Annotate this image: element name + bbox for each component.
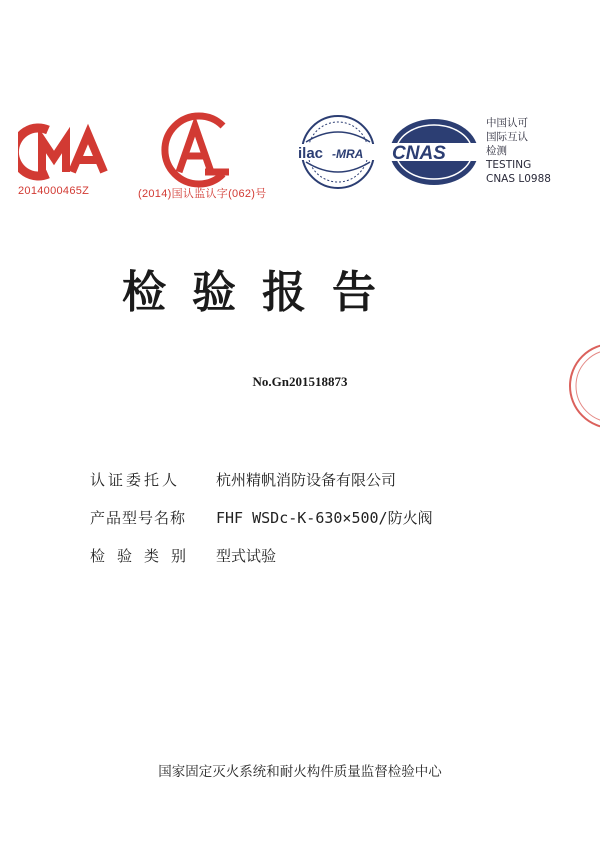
cma-logo	[18, 122, 110, 182]
cnas-side-line: TESTING	[486, 159, 532, 171]
cnas-side-line: 检测	[486, 145, 507, 157]
svg-text:-MRA: -MRA	[332, 147, 364, 161]
svg-text:ilac: ilac	[298, 145, 324, 162]
cma-logo-icon	[18, 122, 110, 182]
cnas-side-line: 中国认可	[486, 117, 528, 129]
cal-code: (2014)国认监认字(062)号	[138, 188, 267, 200]
ilac-mra-icon	[292, 112, 384, 192]
cnas-side-text	[486, 116, 551, 186]
cnas-logo-icon	[388, 116, 480, 188]
info-row	[90, 498, 530, 536]
client-label: 认证委托人	[90, 470, 181, 489]
cma-code: 2014000465Z	[18, 185, 90, 197]
info-row	[90, 460, 530, 498]
cal-logo	[155, 112, 239, 188]
cnas-side-line: 国际互认	[486, 131, 528, 143]
info-block	[90, 460, 530, 574]
report-number: No.Gn201518873	[252, 374, 348, 389]
product-label: 产品型号名称	[90, 508, 187, 527]
test-type-value: 型式试验	[216, 546, 277, 565]
cnas-side-line: CNAS L0988	[486, 173, 551, 185]
cnas-logo	[388, 116, 480, 188]
info-row	[90, 536, 530, 574]
issuing-center: 国家固定灭火系统和耐火构件质量监督检验中心	[158, 764, 442, 780]
test-type-label: 检验类别	[90, 546, 199, 565]
cal-logo-icon	[155, 112, 239, 188]
ilac-mra-logo	[292, 112, 384, 192]
product-value: FHF WSDc-K-630×500/防火阀	[216, 508, 433, 527]
report-title: 检验报告	[122, 267, 402, 318]
client-value: 杭州精帆消防设备有限公司	[216, 470, 397, 489]
svg-text:CNAS: CNAS	[392, 143, 446, 164]
